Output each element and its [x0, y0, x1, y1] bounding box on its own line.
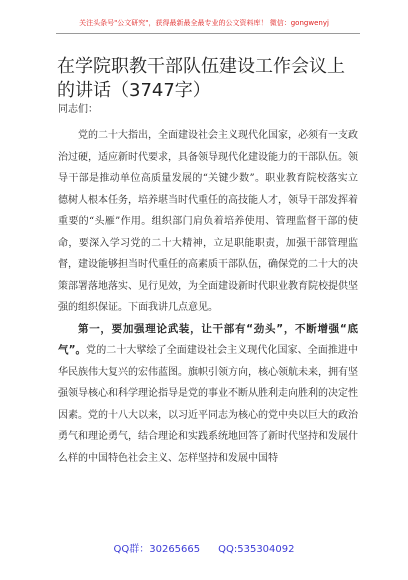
document-body — [58, 125, 358, 469]
body-paragraph: 党的二十大指出，全面建设社会主义现代化国家，必须有一支政治过硬，适应新时代要求，具备领导现代化建设能力的干部队伍。领导干部是推动单位高质量发展的“关键少数”。职业教育院校落实立德树人根本任务，培养堪当时代重任的高技能人才，领导干部发挥着重要的“头雁”作用。组织部门肩负着培养使用、管理监督干部的使命，要深入学习党的二十大精神，立足职能职责，加强干部管理监督，建设能够担当时代重任的高素质干部队伍，确保党的二十大的决策部署落地落实、见行见效，为全面建设新时代职业教育院校提供坚强的组织保证。下面我讲几点意见。 — [58, 130, 358, 313]
salutation: 同志们： — [58, 104, 98, 115]
document-title: 在学院职教干部队伍建设工作会议上的讲话（3747字） — [57, 56, 345, 101]
footer-contact — [0, 540, 408, 555]
footer-qq-group: QQ群：30265665 — [113, 544, 201, 555]
section-paragraph — [58, 319, 358, 470]
section-text: 党的二十大擘绘了全面建设社会主义现代化国家、全面推进中华民族伟大复兴的宏伟蓝图。旗帜引领方向，核心领航未来，拥有坚强领导核心和科学理论指导是党的事业不断从胜利走向胜利的决定性因素。党的十八大以来，以习近平同志为核心的党中央以巨大的政治勇气和理论勇气，结合理论和实践系统地回答了新时代坚持和发展什么样的中国特色社会主义、怎样坚持和发展中国特 — [58, 345, 359, 464]
header-divider — [56, 33, 360, 34]
header-note: 关注头条号"公文研究"，获得最新最全最专业的公文资料库！ 微信：gongwenyj — [79, 19, 329, 27]
footer-qq: QQ:535304092 — [218, 544, 295, 555]
section-heading: 第一，要加强理论武装，让干部有“劲头”，不断增强“底气”。 — [58, 322, 358, 356]
